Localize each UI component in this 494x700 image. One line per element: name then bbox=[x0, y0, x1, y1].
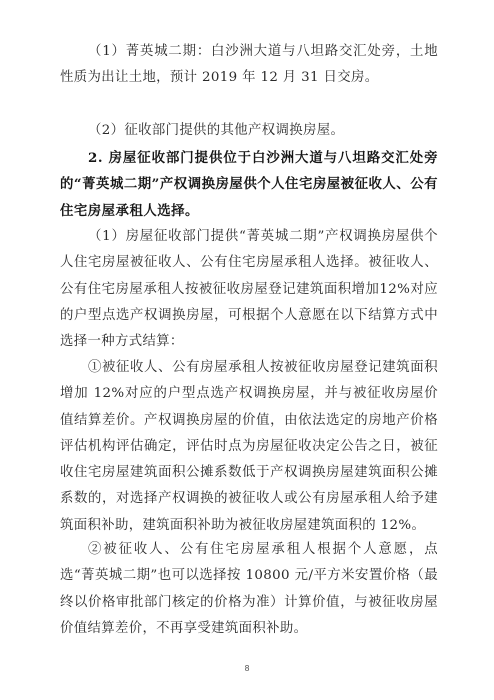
paragraph-site-2: （2）征收部门提供的其他产权调换房屋。 bbox=[88, 123, 345, 138]
paragraph-settlement-2: ②被征收人、公有住宅房屋承租人根据个人意愿，点选“菁英城二期”也可以选择按 10800 元/平方米安置价格（最终以价格审批部门核定的价格为准）计算价值，与被征收房屋价值结算差价，不再享受建筑面积补助。 bbox=[60, 542, 438, 636]
section-heading-2: 2. 房屋征收部门提供位于白沙洲大道与八坦路交汇处旁的“菁英城二期”产权调换房屋供个人住宅房屋被征收人、公有住宅房屋承租人选择。 bbox=[60, 150, 438, 219]
page-number: 8 bbox=[244, 664, 250, 673]
paragraph-option-1: （1）房屋征收部门提供“菁英城二期”产权调换房屋供个人住宅房屋被征收人、公有住宅房屋承租人选择。被征收人、公有住宅房屋承租人按被征收房屋登记建筑面积增加12%对应的户型点选产权调换房屋，可根据个人意愿在以下结算方式中选择一种方式结算： bbox=[60, 229, 438, 350]
paragraph-settlement-1: ①被征收人、公有房屋承租人按被征收房屋登记建筑面积增加 12%对应的户型点选产权调换房屋，并与被征收房屋价值结算差价。产权调换房屋的价值，由依法选定的房地产价格评估机构评估确定，评估时点为房屋征收决定公告之日，被征收住宅房屋建筑面积公摊系数低于产权调换房屋建筑面积公摊系数的，对选择产权调换的被征收人或公有房屋承租人给予建筑面积补助，建筑面积补助为被征收房屋建筑面积的 12%。 bbox=[60, 360, 438, 533]
paragraph-site-1: （1）菁英城二期：白沙洲大道与八坦路交汇处旁，土地性质为出让土地，预计 2019 年 12 月 31 日交房。 bbox=[60, 44, 438, 86]
